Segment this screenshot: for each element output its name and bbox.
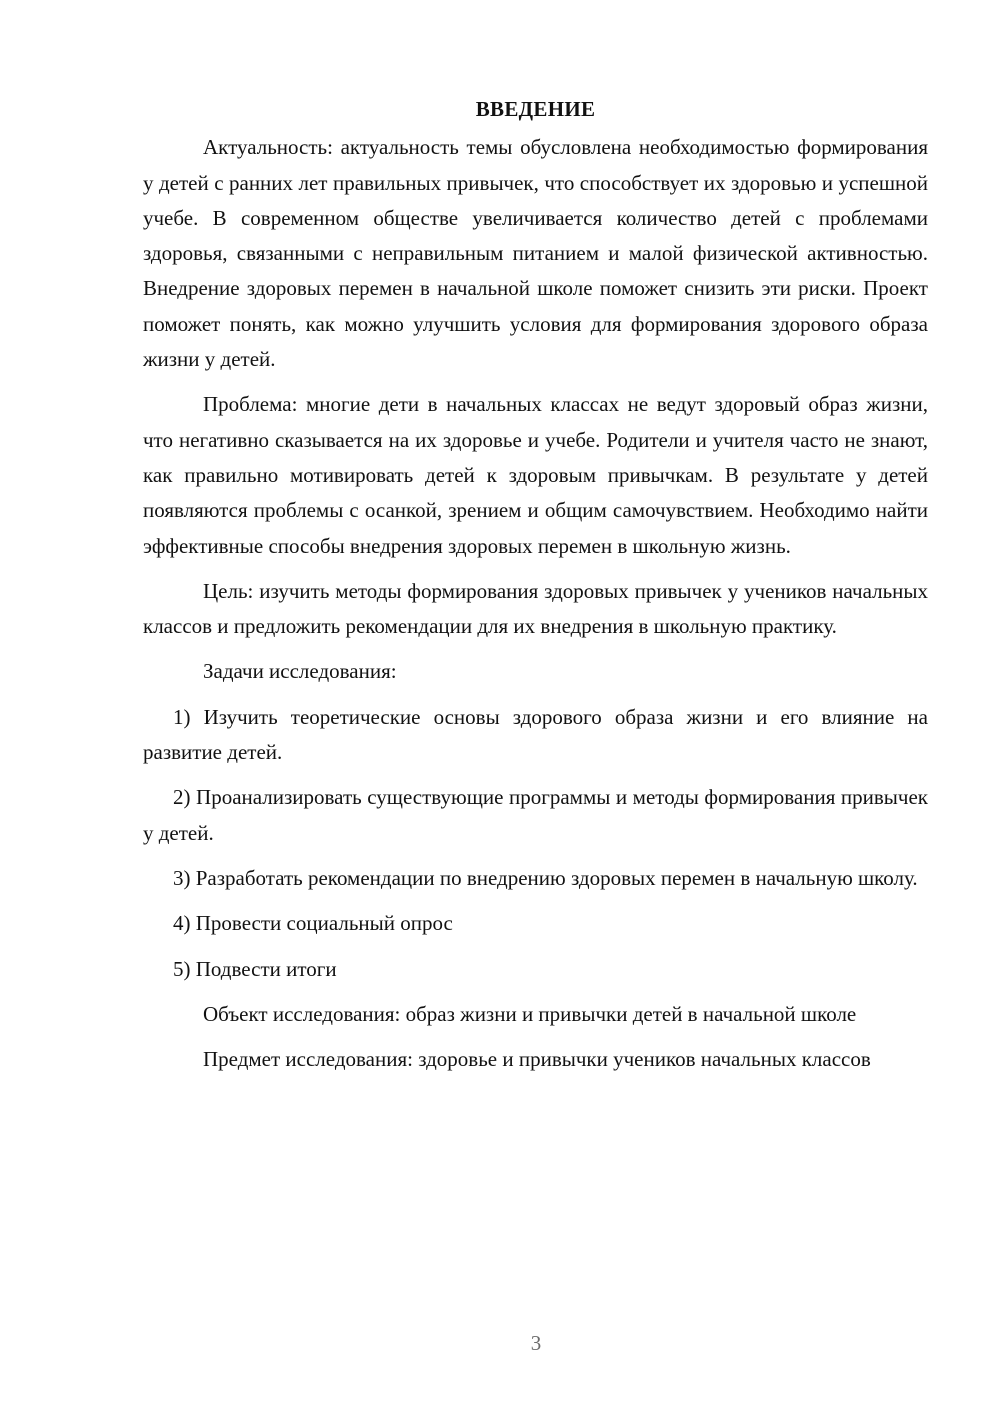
task-item-5: 5) Подвести итоги (173, 956, 337, 981)
document-page (143, 92, 928, 1087)
subject-paragraph: Предмет исследования: здоровье и привычки учеников начальных классов (203, 1047, 871, 1072)
tasks-heading: Задачи исследования: (203, 659, 397, 684)
object-paragraph: Объект исследования: образ жизни и привычки детей в начальной школе (203, 1001, 857, 1026)
task-item-3: 3) Разработать рекомендации по внедрению здоровых перемен в начальную школу. (173, 865, 918, 890)
page-title: ВВЕДЕНИЕ (475, 97, 596, 121)
task-item-2: 2) Проанализировать существующие программы и методы формирования привычек у детей. (143, 785, 928, 845)
goal-paragraph: Цель: изучить методы формирования здоровых привычек у учеников начальных классов и предложить рекомендации для их внедрения в школьную практику. (143, 578, 928, 639)
task-item-4: 4) Провести социальный опрос (173, 911, 453, 936)
relevance-paragraph: Актуальность: актуальность темы обусловлена необходимостью формирования у детей с ранних лет правильных привычек, что способствует их здоровью и успешной учебе. В современном обществе увеличивается количество детей с проблемами здоровья, связанными с неправильным питанием и малой физической активностью. Внедрение здоровых перемен в начальной школе поможет снизить эти риски. Проект поможет понять, как можно улучшить условия для формирования здорового образа жизни у детей. (143, 135, 928, 372)
problem-paragraph: Проблема: многие дети в начальных классах не ведут здоровый образ жизни, что негативно сказывается на их здоровье и учебе. Родители и учителя часто не знают, как правильно мотивировать детей к здоровым привычкам. В результате у детей появляются проблемы с осанкой, зрением и общим самочувствием. Необходимо найти эффективные способы внедрения здоровых перемен в школьную жизнь. (143, 392, 928, 558)
page-number: 3 (530, 1331, 542, 1355)
task-item-1: 1) Изучить теоретические основы здорового образа жизни и его влияние на развитие детей. (143, 704, 928, 765)
